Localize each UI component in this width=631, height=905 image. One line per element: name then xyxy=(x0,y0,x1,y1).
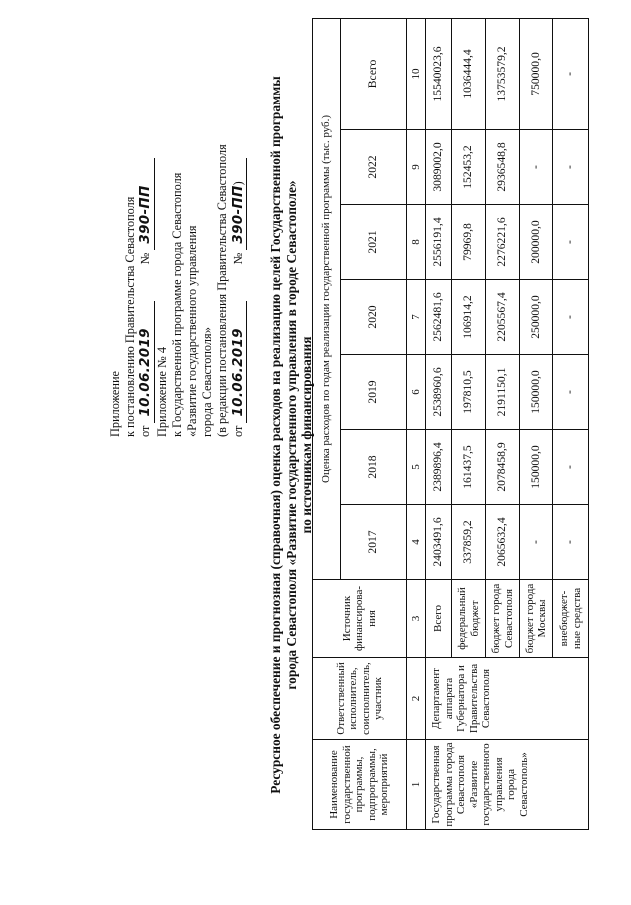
program-ref-3: города Севастополя» xyxy=(200,327,215,437)
edition-number: 390-ПП) xyxy=(231,158,247,250)
index-cell: 9 xyxy=(407,130,426,205)
value-cell: - xyxy=(553,205,589,280)
number-sign: № xyxy=(138,252,153,265)
value-cell: - xyxy=(553,355,589,430)
value-cell: - xyxy=(553,430,589,505)
handwritten-number-2: 390-ПП xyxy=(229,185,246,244)
resolution-ref: к постановлению Правительства Севастополя xyxy=(123,196,138,437)
program-name-cell: Государственная программа города Севастополя «Развитие государственного управления города Севастополь» xyxy=(426,740,589,830)
edition-date xyxy=(231,301,247,423)
header-year: 2021 xyxy=(341,205,407,280)
program-ref: к Государственной программе города Севастополя xyxy=(169,172,184,437)
value-cell: 152453,2 xyxy=(452,130,486,205)
document-title xyxy=(268,5,315,865)
resources-table xyxy=(312,18,589,830)
value-cell: 2389896,4 xyxy=(426,430,452,505)
title-line-3: по источникам финансирования xyxy=(299,336,314,534)
value-cell: 2065632,4 xyxy=(486,505,520,580)
value-cell: 337859,2 xyxy=(452,505,486,580)
index-cell: 5 xyxy=(407,430,426,505)
value-cell: 2538960,6 xyxy=(426,355,452,430)
handwritten-date-2: 10.06.2019 xyxy=(229,328,246,417)
resolution-number xyxy=(138,158,154,250)
edition-date-line xyxy=(231,77,247,437)
value-cell: 2556191,4 xyxy=(426,205,452,280)
header-executor: Ответственный исполнитель, соисполнитель, участник xyxy=(313,658,407,740)
header-year: 2019 xyxy=(341,355,407,430)
header-year: 2022 xyxy=(341,130,407,205)
header-year: 2017 xyxy=(341,505,407,580)
value-cell: 2191150,1 xyxy=(486,355,520,430)
title-line-2: города Севастополя «Развитие государственного управления в городе Севастополе» xyxy=(283,180,299,690)
index-cell: 7 xyxy=(407,280,426,355)
value-cell: 250000,0 xyxy=(520,280,553,355)
source-cell: федеральный бюджет xyxy=(452,580,486,658)
value-cell: 2403491,6 xyxy=(426,505,452,580)
value-cell: 2078458,9 xyxy=(486,430,520,505)
value-cell: 3089002,0 xyxy=(426,130,452,205)
table-row xyxy=(426,18,452,829)
handwritten-number: 390-ПП xyxy=(137,185,154,244)
title-line-1: Ресурсное обеспечение и прогнозная (справочная) оценка расходов на реализацию целей Государственной программы xyxy=(268,76,283,794)
value-cell: 106914,2 xyxy=(452,280,486,355)
index-cell: 2 xyxy=(407,658,426,740)
header-year: 2020 xyxy=(341,280,407,355)
appendix-label: Приложение xyxy=(108,371,122,437)
value-cell: 750000,0 xyxy=(520,18,553,129)
value-cell: 161437,5 xyxy=(452,430,486,505)
value-cell: 150000,0 xyxy=(520,430,553,505)
value-cell: 15540023,6 xyxy=(426,18,452,129)
value-cell: 197810,5 xyxy=(452,355,486,430)
value-cell: 200000,0 xyxy=(520,205,553,280)
index-cell: 1 xyxy=(407,740,426,830)
executor-cell: Департамент аппарата Губернатора и Правительства Севастополя xyxy=(426,658,589,740)
index-cell: 3 xyxy=(407,580,426,658)
header-year: 2018 xyxy=(341,430,407,505)
value-cell: - xyxy=(553,18,589,129)
header-program-name: Наименование государственной программы, подпрограммы, мероприятий xyxy=(313,740,407,830)
appendix-header xyxy=(108,77,247,437)
header-source: Источник финансирова-ния xyxy=(313,580,407,658)
index-row xyxy=(407,18,426,829)
index-cell: 10 xyxy=(407,18,426,129)
source-cell: внебюджет-ные средства xyxy=(553,580,589,658)
source-cell: бюджет города Москвы xyxy=(520,580,553,658)
source-cell: бюджет города Севастополя xyxy=(486,580,520,658)
value-cell: - xyxy=(553,505,589,580)
resolution-date xyxy=(138,301,154,423)
value-cell: 2936548,8 xyxy=(486,130,520,205)
program-ref-2: «Развитие государственного управления xyxy=(185,225,200,437)
index-cell: 4 xyxy=(407,505,426,580)
appendix-number: Приложение № 4 xyxy=(154,346,169,437)
value-cell: 2562481,6 xyxy=(426,280,452,355)
source-cell: Всего xyxy=(426,580,452,658)
index-cell: 8 xyxy=(407,205,426,280)
resolution-date-line xyxy=(138,77,154,437)
value-cell: - xyxy=(520,505,553,580)
value-cell: - xyxy=(553,130,589,205)
header-estimate: Оценка расходов по годам реализации государственной программы (тыс. руб.) xyxy=(313,18,341,579)
index-cell: 6 xyxy=(407,355,426,430)
ot-label-2: от xyxy=(230,425,245,437)
value-cell: 150000,0 xyxy=(520,355,553,430)
value-cell: 13753579,2 xyxy=(486,18,520,129)
value-cell: 79969,8 xyxy=(452,205,486,280)
header-total: Всего xyxy=(341,18,407,129)
value-cell: - xyxy=(553,280,589,355)
handwritten-date: 10.06.2019 xyxy=(137,328,154,417)
value-cell: 1036444,4 xyxy=(452,18,486,129)
value-cell: - xyxy=(520,130,553,205)
value-cell: 2276221,6 xyxy=(486,205,520,280)
value-cell: 2205567,4 xyxy=(486,280,520,355)
ot-label: от xyxy=(138,425,153,437)
number-sign-2: № xyxy=(230,252,245,265)
edition-note: (в редакции постановления Правительства Севастополя xyxy=(215,144,230,437)
